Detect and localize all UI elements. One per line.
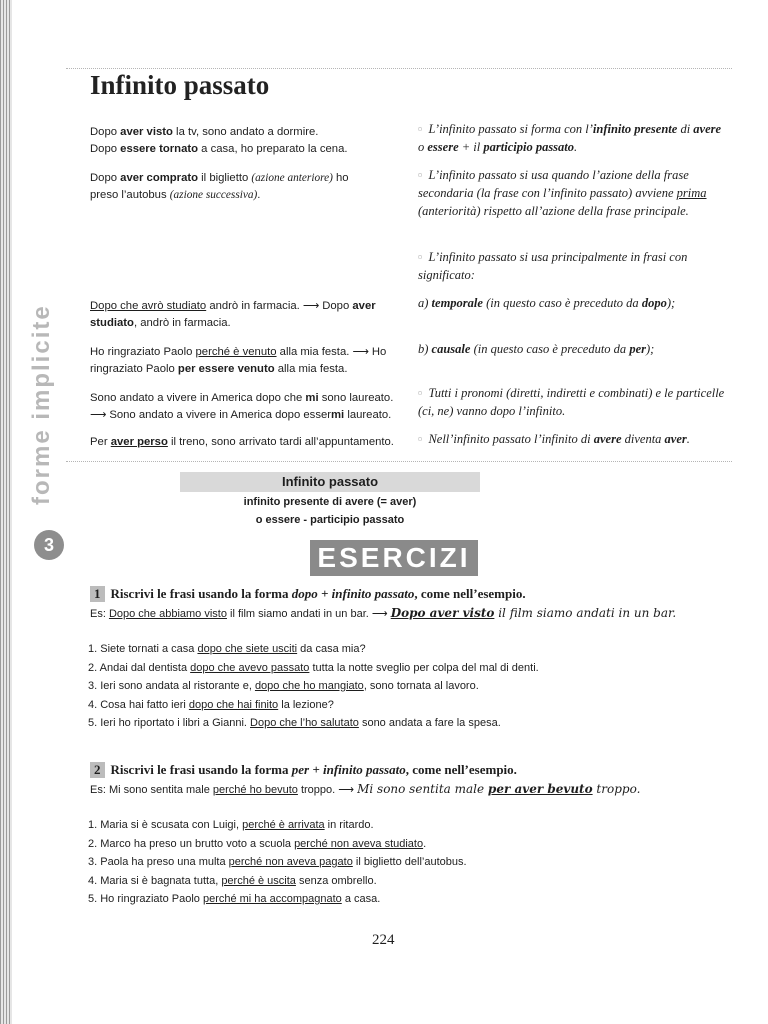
list-item: 1. Siete tornati a casa dopo che siete usciti da casa mia? — [88, 643, 366, 655]
exercise-1-instruction: 1 Riscrivi le frasi usando la forma dopo + infinito passato, come nell’esempio. — [90, 586, 526, 602]
list-item: 1. Maria si è scusata con Luigi, perché è arrivata in ritardo. — [88, 819, 374, 831]
list-item: 2. Andai dal dentista dopo che avevo passato tutta la notte sveglio per colpa del mal di denti. — [88, 661, 539, 674]
exercise-1-items — [88, 640, 539, 733]
list-item: 4. Maria si è bagnata tutta, perché è uscita senza ombrello. — [88, 874, 377, 887]
example-block-5: Sono andato a vivere in America dopo che mi sono laureato. ⟶ Sono andato a vivere in America dopo essermi laureato. — [90, 392, 394, 421]
summary-title: Infinito passato — [180, 472, 480, 492]
summary-line-2: o essere - participio passato — [255, 514, 405, 526]
rule-formation: ▫ L’infinito passato si forma con l’infinito presente di avere o essere + il participio passato. — [418, 122, 722, 154]
list-item: 3. Paola ha preso una multa perché non aveva pagato il biglietto dell’autobus. — [88, 856, 467, 868]
exercise-2-example: Es: Mi sono sentita male perché ho bevuto troppo. ⟶ Mi sono sentita male per aver bevuto troppo. — [90, 782, 641, 796]
exercise-1-example: Es: Dopo che abbiamo visto il film siamo andati in un bar. ⟶ Dopo aver visto il film siamo andati in un bar. — [90, 606, 677, 620]
side-tab-number: 3 — [34, 530, 64, 560]
example-block-2: Dopo aver comprato il biglietto (azione anteriore) ho preso l’autobus (azione successiva). — [90, 172, 349, 201]
rule-meaning: ▫ L’infinito passato si usa principalmente in frasi con significato: — [418, 250, 688, 282]
exercise-2-instruction: 2 Riscrivi le frasi usando la forma per + infinito passato, come nell’esempio. — [90, 762, 517, 778]
list-item: 4. Cosa hai fatto ieri dopo che hai finito la lezione? — [88, 698, 334, 711]
example-block-1: Dopo aver visto la tv, sono andato a dormire. Dopo essere tornato a casa, ho preparato la cena. — [90, 126, 348, 155]
rule-temporal: a) temporale (in questo caso è preceduto da dopo); — [418, 296, 676, 310]
page-title: Infinito passato — [90, 70, 270, 100]
example-block-3: Dopo che avrò studiato andrò in farmacia. ⟶ Dopo aver studiato, andrò in farmacia. — [90, 300, 376, 329]
example-block-4: Ho ringraziato Paolo perché è venuto alla mia festa. ⟶ Ho ringraziato Paolo per essere venuto alla mia festa. — [90, 346, 387, 375]
rule-pronouns: ▫ Tutti i pronomi (diretti, indiretti e combinati) e le particelle (ci, ne) vanno dopo l’infinito. — [418, 386, 725, 418]
page-binding-edge — [0, 0, 12, 1024]
list-item: 5. Ho ringraziato Paolo perché mi ha accompagnato a casa. — [88, 893, 381, 905]
exercises-banner: ESERCIZI — [310, 540, 478, 576]
list-item: 5. Ieri ho riportato i libri a Gianni. Dopo che l’ho salutato sono andata a fare la spesa. — [88, 717, 501, 729]
list-item: 2. Marco ha preso un brutto voto a scuola perché non aveva studiato. — [88, 837, 427, 850]
exercise-2-items — [88, 816, 467, 909]
rule-anteriority: ▫ L’infinito passato si usa quando l’azione della frase secondaria (la frase con l’infinito passato) avviene prima (anteriorità) rispetto all’azione della frase principale. — [418, 168, 707, 218]
page-number: 224 — [372, 932, 395, 948]
list-item: 3. Ieri sono andata al ristorante e, dopo che ho mangiato, sono tornata al lavoro. — [88, 680, 479, 692]
summary-line-1: infinito presente di avere (= aver) — [243, 496, 417, 508]
side-tab-label: forme implicite — [28, 304, 55, 506]
rule-aver: ▫ Nell’infinito passato l’infinito di avere diventa aver. — [418, 432, 690, 446]
rule-causal: b) causale (in questo caso è preceduto da per); — [418, 342, 655, 356]
example-block-6: Per aver perso il treno, sono arrivato tardi all’appuntamento. — [90, 436, 394, 448]
